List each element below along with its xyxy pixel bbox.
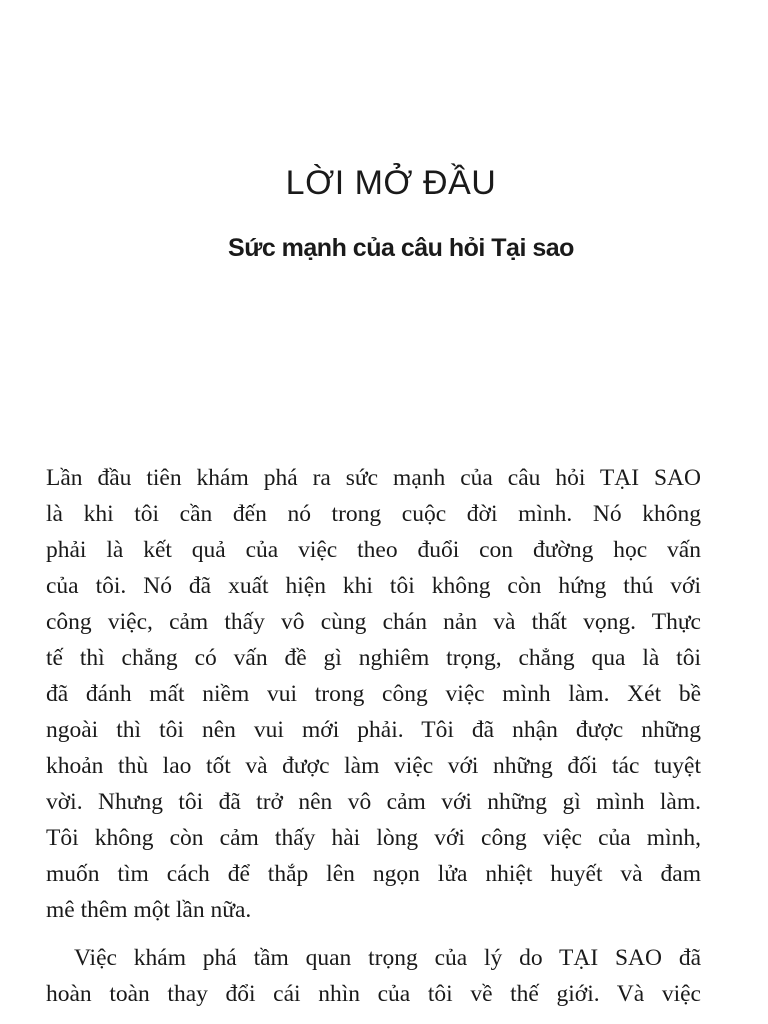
text-line: Lần đầu tiên khám phá ra sức mạnh của câu hỏi TẠI SAO (46, 465, 701, 491)
body-text (46, 460, 701, 1012)
text-line: khoản thù lao tốt và được làm việc với những đối tác tuyệt (46, 753, 701, 779)
text-line: hoàn toàn thay đổi cái nhìn của tôi về thế giới. Và việc (46, 981, 701, 1007)
paragraph-2 (46, 940, 701, 1012)
text-line: muốn tìm cách để thắp lên ngọn lửa nhiệt huyết và đam (46, 861, 701, 887)
chapter-subheading: Sức mạnh của câu hỏi Tại sao (228, 234, 574, 262)
text-line: là khi tôi cần đến nó trong cuộc đời mình. Nó không (46, 501, 701, 527)
text-line: công việc, cảm thấy vô cùng chán nản và thất vọng. Thực (46, 609, 701, 635)
text-line: ngoài thì tôi nên vui mới phải. Tôi đã nhận được những (46, 717, 701, 743)
text-line: tế thì chẳng có vấn đề gì nghiêm trọng, chẳng qua là tôi (46, 645, 701, 671)
text-line: Việc khám phá tầm quan trọng của lý do TẠI SAO đã (74, 945, 701, 971)
text-line: vời. Nhưng tôi đã trở nên vô cảm với những gì mình làm. (46, 789, 701, 815)
text-line: Tôi không còn cảm thấy hài lòng với công việc của mình, (46, 825, 701, 851)
text-line: mê thêm một lần nữa. (46, 897, 252, 923)
paragraph-gap (46, 928, 701, 940)
chapter-heading: LỜI MỞ ĐẦU (285, 164, 497, 202)
text-line: đã đánh mất niềm vui trong công việc mình làm. Xét bề (46, 681, 701, 707)
text-line: phải là kết quả của việc theo đuổi con đường học vấn (46, 537, 701, 563)
paragraph-1 (46, 460, 701, 928)
text-line: của tôi. Nó đã xuất hiện khi tôi không còn hứng thú với (46, 573, 701, 599)
